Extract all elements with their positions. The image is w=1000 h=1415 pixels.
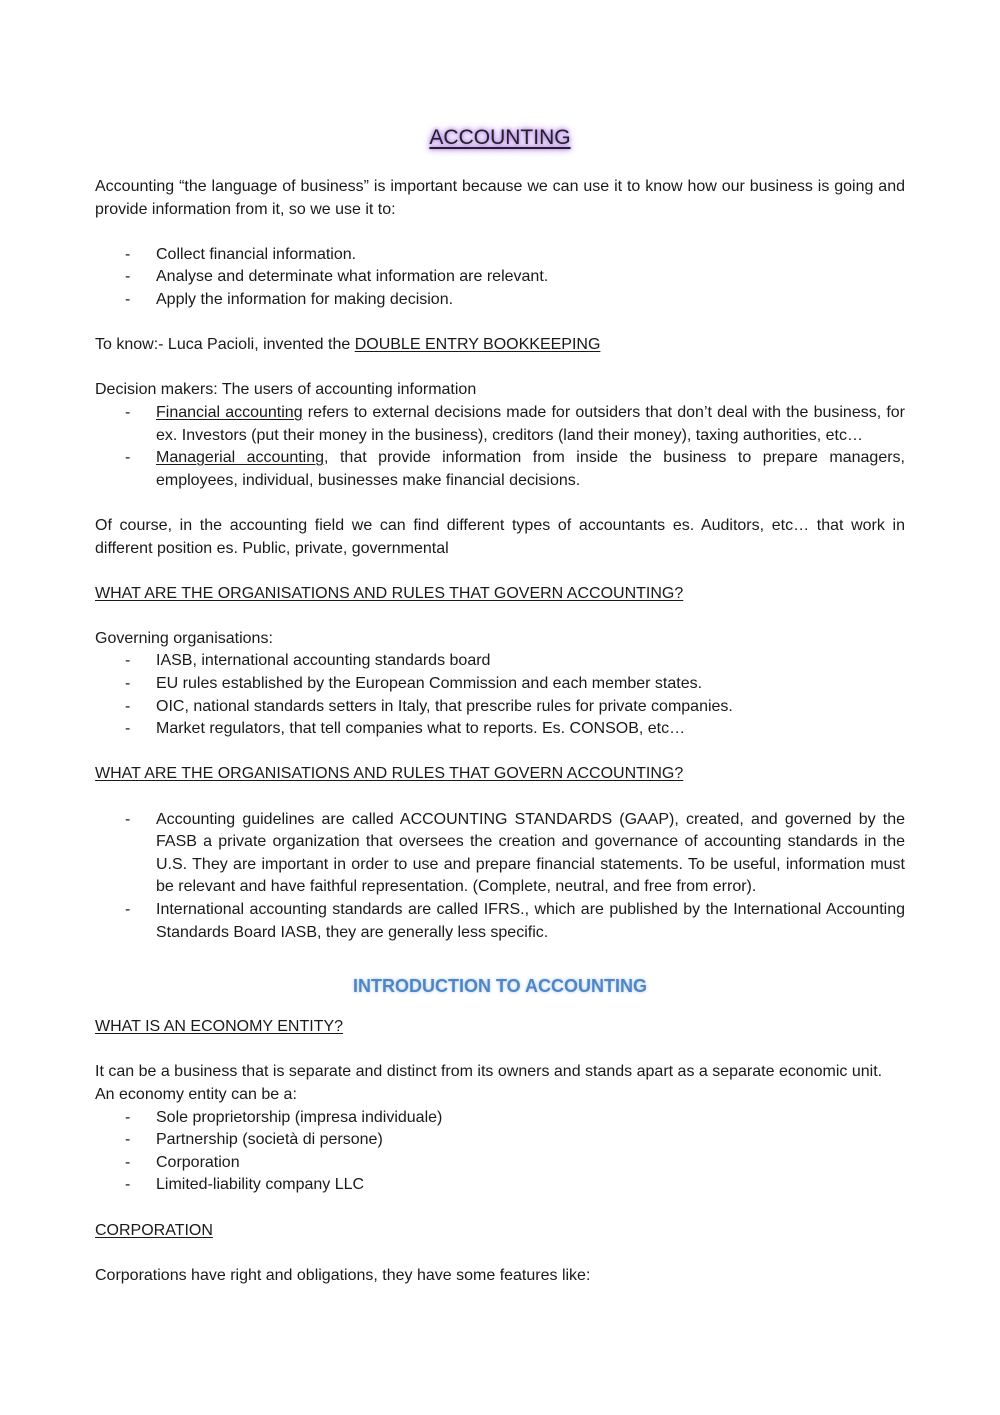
managerial-accounting-text: , that provide information from inside the business to prepare managers, employees, individual, businesses make financial decisions.: [156, 449, 905, 489]
document-title: ACCOUNTING: [429, 126, 571, 149]
list-item: - Partnership (società di persone): [95, 1129, 905, 1152]
governing-list: [95, 650, 905, 740]
list-item: [95, 402, 905, 447]
list-item: - OIC, national standards setters in Italy, that prescribe rules for private companies.: [95, 696, 905, 719]
list-item: - International accounting standards are called IFRS., which are published by the International Accounting Standards Board IASB, they are generally less specific.: [95, 899, 905, 944]
intro-paragraph: Accounting “the language of business” is important because we can use it to know how our business is going and provide information from it, so we use it to:: [95, 178, 905, 218]
uses-list: [95, 244, 905, 312]
list-item: - Limited-liability company LLC: [95, 1174, 905, 1197]
list-item: - Corporation: [95, 1152, 905, 1175]
section-heading-organisations: WHAT ARE THE ORGANISATIONS AND RULES THAT GOVERN ACCOUNTING?: [95, 584, 684, 602]
governing-label: Governing organisations:: [95, 629, 273, 647]
to-know-prefix: To know:- Luca Pacioli, invented the: [95, 336, 355, 354]
list-item: - Accounting guidelines are called ACCOUNTING STANDARDS (GAAP), created, and governed by the FASB a private organization that oversees the creation and governance of accounting standards in the U.S. They are important in order to use and prepare financial statements. To be useful, information must be relevant and have faithful representation. (Complete, neutral, and free from error).: [95, 809, 905, 899]
to-know-line: [95, 334, 905, 357]
economy-entity-list-label: An economy entity can be a:: [95, 1085, 297, 1103]
list-item: [95, 447, 905, 492]
list-item: - Analyse and determinate what information are relevant.: [95, 266, 905, 289]
list-item: - Sole proprietorship (impresa individuale): [95, 1107, 905, 1130]
list-item: - EU rules established by the European Commission and each member states.: [95, 673, 905, 696]
section-heading-rules: WHAT ARE THE ORGANISATIONS AND RULES THAT GOVERN ACCOUNTING?: [95, 765, 684, 783]
list-item: - Apply the information for making decision.: [95, 289, 905, 312]
decision-makers-heading: Decision makers: The users of accounting information: [95, 381, 477, 399]
standards-list: [95, 809, 905, 945]
decision-makers-list: [95, 402, 905, 492]
to-know-term: DOUBLE ENTRY BOOKKEEPING: [354, 336, 601, 354]
entity-types-list: [95, 1107, 905, 1197]
accountants-paragraph: Of course, in the accounting field we can find different types of accountants es. Auditors, etc… that work in different position es. Public, private, governmental: [95, 516, 905, 557]
corporation-heading: CORPORATION: [95, 1221, 213, 1239]
economy-entity-heading: WHAT IS AN ECONOMY ENTITY?: [95, 1018, 344, 1036]
document-body: [95, 122, 905, 1287]
managerial-accounting-term: Managerial accounting: [156, 449, 325, 467]
economy-entity-paragraph: It can be a business that is separate and distinct from its owners and stands apart as a separate economic unit.: [95, 1063, 883, 1081]
list-item: - Collect financial information.: [95, 244, 905, 267]
corporation-paragraph: Corporations have right and obligations, they have some features like:: [95, 1266, 591, 1284]
financial-accounting-term: Financial accounting: [156, 403, 303, 421]
list-item: - IASB, international accounting standards board: [95, 650, 905, 673]
section-title-introduction: INTRODUCTION TO ACCOUNTING: [353, 976, 647, 997]
list-item: - Market regulators, that tell companies what to reports. Es. CONSOB, etc…: [95, 718, 905, 741]
financial-accounting-text: refers to external decisions made for outsiders that don’t deal with the business, for ex. Investors (put their money in the business), creditors (land their money), taxing authorities, etc…: [156, 403, 905, 444]
